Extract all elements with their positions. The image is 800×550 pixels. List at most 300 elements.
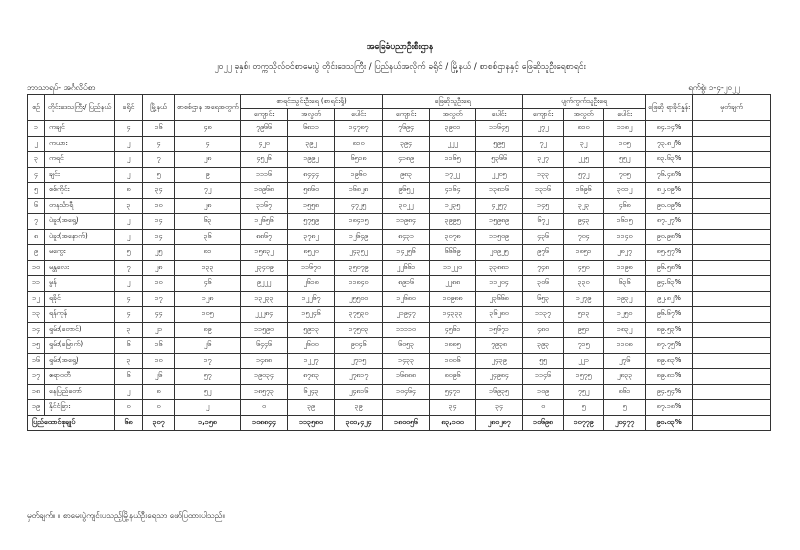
header-registered: စာရင်းသွင်းဦးရေ (စာရင်းရှိ) [241, 95, 383, 109]
cell-no: ၁၄ [28, 322, 45, 338]
cell-p: ၈၉.၅၃% [646, 322, 693, 338]
cell-r1: ၁၅၈၃၂ [241, 245, 288, 261]
cell-a2: ၂၂၂ [430, 136, 476, 152]
cell-c: ၅၇ [175, 369, 241, 385]
cell-r2: ၁၂၂၆၇ [288, 291, 335, 307]
cell-a2: ၅၄၇၁ [430, 384, 476, 400]
cell-b1: ၄၈၀ [523, 322, 564, 338]
header-no: စဉ် [28, 95, 45, 121]
cell-a2: ၁၇၂၂ [430, 167, 476, 183]
total-t: ၃၀၇ [143, 415, 175, 431]
header-total: ပေါင်း [335, 109, 383, 121]
cell-a1: ၁၄၂၅၆ [383, 245, 430, 261]
table-row [28, 307, 771, 323]
cell-no: ၁၁ [28, 276, 45, 292]
header-region: တိုင်းဒေသကြီး/ ပြည်နယ် [45, 95, 115, 121]
cell-r2: ၂၆၀၀ [288, 338, 335, 354]
cell-b3: ၇၀၅ [604, 167, 646, 183]
cell-region: စစ်ကိုင်း [45, 183, 115, 199]
cell-a3: ၁၆၉၃၅ [476, 384, 523, 400]
cell-p: ၈၂.၀၉% [646, 183, 693, 199]
table-row [28, 167, 771, 183]
cell-a2: ၃၉၀၁ [430, 121, 476, 137]
cell-t: ၁၄ [143, 229, 175, 245]
cell-b2: ၅၁၃ [564, 307, 604, 323]
cell-r1: ၁၁၁၆ [241, 167, 288, 183]
cell-r1: ၄၂၀ [241, 136, 288, 152]
cell-p: ၈၇.၇၅% [646, 338, 693, 354]
cell-r3: ၁၂၆၄၉ [335, 229, 383, 245]
cell-m [693, 121, 771, 137]
cell-c: ၁၃၃ [175, 260, 241, 276]
total-a1: ၁၈၀၀၅၆ [383, 415, 430, 431]
cell-a3: ၅၃၆၆ [476, 152, 523, 168]
total-b1: ၁၀၆၉၈ [523, 415, 564, 431]
cell-b3: ၁၁၈၂ [604, 121, 646, 137]
total-a3: ၂၈၀၂၈၇ [476, 415, 523, 431]
cell-b3: ၅၅၂ [604, 152, 646, 168]
cell-m [693, 322, 771, 338]
cell-no: ၁၂ [28, 291, 45, 307]
header-percent: ဖြေဆို ရာခိုင်နှုန်း [646, 95, 693, 121]
cell-d: ၂ [115, 136, 143, 152]
cell-r1: ၁၈၅၇၃ [241, 384, 288, 400]
cell-r3: ၃၅၀၇၉ [335, 260, 383, 276]
cell-a2: ၁၀၀၆ [430, 353, 476, 369]
cell-d: ၂ [115, 229, 143, 245]
cell-r3: ၂၄၃၅၂ [335, 245, 383, 261]
cell-a3: ၁၅၉၈၉ [476, 214, 523, 230]
cell-a1: ၁၂၆၈၀ [383, 291, 430, 307]
cell-r1: ၁၀၉၆၈ [241, 183, 288, 199]
cell-p: ၉၂.၈၂% [646, 291, 693, 307]
cell-b3: ၄၆၈ [604, 198, 646, 214]
cell-no: ၁၉ [28, 400, 45, 416]
cell-b1: ၆၅၃ [523, 291, 564, 307]
cell-b2: ၇၅၂ [564, 384, 604, 400]
cell-d: ၆ [115, 369, 143, 385]
cell-a1: ၁၄၃၃ [383, 353, 430, 369]
cell-c: ၁၂၈ [175, 291, 241, 307]
cell-b3: ၂၈၃၃ [604, 369, 646, 385]
cell-r3: ၁၁၈၄၀ [335, 276, 383, 292]
cell-a2: ၃၉၉၅ [430, 214, 476, 230]
cell-t: ၃၄ [143, 183, 175, 199]
cell-r2: ၁၅၂၄၆ [288, 307, 335, 323]
cell-a3: ၅၉၅ [476, 136, 523, 152]
table-row [28, 214, 771, 230]
cell-b1: ၀ [523, 400, 564, 416]
table-row [28, 136, 771, 152]
cell-a2: ၆၆၆၉ [430, 245, 476, 261]
cell-r1: ၁၃၂၃၃ [241, 291, 288, 307]
cell-a2: ၁၈၈၅ [430, 338, 476, 354]
cell-a1: ၈၄၃၁ [383, 229, 430, 245]
cell-a2: ၃၄ [430, 400, 476, 416]
cell-d: ၇ [115, 260, 143, 276]
cell-c: ၈၁ [175, 245, 241, 261]
cell-region: မွန် [45, 276, 115, 292]
page-title: အခြေခံပညာဦးစီးဌာန [366, 42, 434, 52]
cell-b1: ၇၂ [523, 136, 564, 152]
cell-p: ၈၉.၈၁% [646, 369, 693, 385]
cell-b3: ၁၆၁၅ [604, 214, 646, 230]
cell-t: ၀ [143, 400, 175, 416]
cell-m [693, 291, 771, 307]
cell-a1: ၉၆၅၂ [383, 183, 430, 199]
cell-b2: ၉၅၁ [564, 322, 604, 338]
cell-r3: ၈၁၀ [335, 136, 383, 152]
cell-b1: ၁၀၉ [523, 384, 564, 400]
cell-p: ၇၃.၈၂% [646, 136, 693, 152]
subject-label: ဘာသာရပ်- အင်္ဂလိပ်စာ [27, 83, 96, 92]
cell-b2: ၃၃၀ [564, 276, 604, 292]
cell-d: ၂ [115, 276, 143, 292]
cell-p: ၈၇.၂၇% [646, 214, 693, 230]
cell-a2: ၁၂၃၅ [430, 198, 476, 214]
cell-t: ၁၀ [143, 198, 175, 214]
cell-d: ၂ [115, 152, 143, 168]
cell-region: ပဲခူး(အရှေ့) [45, 214, 115, 230]
cell-t: ၁၇ [143, 291, 175, 307]
cell-b1: ၄၃၆ [523, 229, 564, 245]
table-row [28, 322, 771, 338]
header-remark: မှတ်ချက် [693, 95, 771, 121]
cell-b2: ၃၂ [564, 136, 604, 152]
header-district: ခရိုင် [115, 95, 143, 121]
cell-region: နေပြည်တော် [45, 384, 115, 400]
cell-r2: ၆၈၁၁ [288, 121, 335, 137]
cell-d: ၂ [115, 384, 143, 400]
total-r2: ၁၁၃၅၈၀ [288, 415, 335, 431]
cell-a3: ၃၄ [476, 400, 523, 416]
cell-b1: ၃၂၇ [523, 152, 564, 168]
cell-c: ၉ [175, 167, 241, 183]
total-a2: ၈၃,၁၀၀ [430, 415, 476, 431]
cell-no: ၃ [28, 152, 45, 168]
cell-c: ၄၈ [175, 121, 241, 137]
cell-a3: ၁၅၆၇၁ [476, 322, 523, 338]
cell-b1: ၂၇၂ [523, 121, 564, 137]
cell-b2: ၄၅၀ [564, 260, 604, 276]
cell-p: ၈၇.၁၈% [646, 400, 693, 416]
cell-a3: ၂၂၀၅ [476, 167, 523, 183]
cell-a1: ၈၉၁၆ [383, 276, 430, 292]
cell-b2: ၂၂၅ [564, 152, 604, 168]
cell-r1: ၁၄၈၈ [241, 353, 288, 369]
cell-c: ၂ [175, 400, 241, 416]
cell-b3: ၃၀၁၂ [604, 183, 646, 199]
cell-a3: ၂၃၆၆၈ [476, 291, 523, 307]
cell-r3: ၂၇၈၁၇ [335, 369, 383, 385]
cell-b2: ၃၂၃ [564, 198, 604, 214]
cell-d: ၃ [115, 322, 143, 338]
header-female: အလွတ် [288, 109, 335, 121]
date-label: ရက်စွဲ၊ ၁-၄-၂၀၂၂ [688, 83, 740, 92]
cell-d: ၅ [115, 245, 143, 261]
cell-c: ၈၉ [175, 322, 241, 338]
cell-d: ၃ [115, 353, 143, 369]
cell-p: ၉၆.၆၇% [646, 307, 693, 323]
cell-r3: ၂၅၅၀၀ [335, 291, 383, 307]
cell-r2: ၅၇၅၉ [288, 214, 335, 230]
cell-region: ကယား [45, 136, 115, 152]
cell-t: ၇ [143, 152, 175, 168]
cell-a1: ၃၀၂၂ [383, 198, 430, 214]
cell-b2: ၁၈၅၁ [564, 245, 604, 261]
cell-c: ၂၆ [175, 338, 241, 354]
cell-c: ၆၃ [175, 214, 241, 230]
cell-r1: ၁၂၆၅၆ [241, 214, 288, 230]
cell-a2: ၁၁၆၅ [430, 152, 476, 168]
cell-m [693, 198, 771, 214]
cell-d: ၂ [115, 214, 143, 230]
table-row [28, 400, 771, 416]
cell-b2: ၅၇၂ [564, 167, 604, 183]
cell-b3: ၈၆၁ [604, 384, 646, 400]
cell-a3: ၁၃၈၁၆ [476, 183, 523, 199]
cell-m [693, 338, 771, 354]
cell-p: ၇၆.၄၈% [646, 167, 693, 183]
cell-no: ၆ [28, 198, 45, 214]
cell-a1: ၄၁၈၉ [383, 152, 430, 168]
table-row [28, 291, 771, 307]
cell-b1: ၁၃၁၆ [523, 183, 564, 199]
cell-d: ၄ [115, 121, 143, 137]
cell-region: ဧရာဝတီ [45, 369, 115, 385]
cell-no: ၁၇ [28, 369, 45, 385]
cell-a2: ၁၀၉၈၈ [430, 291, 476, 307]
cell-b3: ၅ [604, 400, 646, 416]
cell-d: ၃ [115, 198, 143, 214]
cell-t: ၁၆ [143, 338, 175, 354]
table-row [28, 245, 771, 261]
cell-a3: ၂၀၉၂၅ [476, 245, 523, 261]
cell-a1: ၉၈၃ [383, 167, 430, 183]
cell-b2: ၅ [564, 400, 604, 416]
cell-b3: ၁၈၃၂ [604, 322, 646, 338]
cell-region: ချင်း [45, 167, 115, 183]
header-male: ကျောင်း [523, 109, 564, 121]
cell-m [693, 245, 771, 261]
cell-r1: ၆၄၄၆ [241, 338, 288, 354]
cell-p: ၈၄.၁၄% [646, 121, 693, 137]
cell-b2: ၂၂၁ [564, 353, 604, 369]
cell-r3: ၁၄၇၈၇ [335, 121, 383, 137]
cell-b2: ၈၁၀ [564, 121, 604, 137]
cell-p: ၉၀.၉၈% [646, 229, 693, 245]
table-row [28, 183, 771, 199]
cell-c: ၅၂ [175, 384, 241, 400]
cell-b1: ၃၉၃ [523, 338, 564, 354]
header-male: ကျောင်း [383, 109, 430, 121]
cell-r2: ၁၁၆၇၀ [288, 260, 335, 276]
cell-r1: ၄၅၂၆ [241, 152, 288, 168]
cell-t: ၁၀ [143, 276, 175, 292]
cell-b1: ၇၄၈ [523, 260, 564, 276]
cell-a2: ၁၄၃၃၃ [430, 307, 476, 323]
cell-r2: ၅၉၁၃ [288, 322, 335, 338]
total-p: ၉၀.၀၃% [646, 415, 693, 431]
cell-m [693, 167, 771, 183]
cell-no: ၄ [28, 167, 45, 183]
header-female: အလွတ် [564, 109, 604, 121]
cell-b3: ၁၁၄၀ [604, 229, 646, 245]
cell-r3: ၁၈၄၁၅ [335, 214, 383, 230]
statistics-table [27, 94, 771, 431]
cell-r2: ၈၇၈၃ [288, 369, 335, 385]
cell-t: ၂၁ [143, 322, 175, 338]
cell-m [693, 260, 771, 276]
cell-region: တနင်္သာရီ [45, 198, 115, 214]
table-row [28, 276, 771, 292]
cell-region: မကွေး [45, 245, 115, 261]
page-subtitle: ၂၀၂၂ ခုနှစ်၊ တက္ကသိုလ်ဝင်စာမေးပွဲ တိုင်းဒေသကြီး / ပြည်နယ်အလိုက် ခရိုင် / မြို့နယ် / စာစစ်ဌာနနှင့် ဖြေဆိုသူဦးရေစာရင်း [214, 62, 586, 72]
cell-c: ၁၇ [175, 353, 241, 369]
total-r3: ၃၀၁,၄၂၄ [335, 415, 383, 431]
total-m [693, 415, 771, 431]
cell-a3: ၁၁၅၀၉ [476, 229, 523, 245]
cell-d: ၈ [115, 183, 143, 199]
header-female: အလွတ် [430, 109, 476, 121]
table-row [28, 338, 771, 354]
total-b3: ၂၀၄၇၇ [604, 415, 646, 431]
cell-c: ၄၆ [175, 276, 241, 292]
cell-region: ရှမ်း(တောင်) [45, 322, 115, 338]
cell-t: ၄ [143, 136, 175, 152]
cell-m [693, 307, 771, 323]
cell-p: ၉၆.၅၈% [646, 260, 693, 276]
cell-no: ၇ [28, 214, 45, 230]
cell-region: နိုင်ငံခြား [45, 400, 115, 416]
cell-a3: ၁၁၂၀၄ [476, 276, 523, 292]
cell-r1: ၁၉၀၃၄ [241, 369, 288, 385]
cell-a1: ၇၆၉၄ [383, 121, 430, 137]
cell-r1: ၂၂၂၈၄ [241, 307, 288, 323]
cell-m [693, 369, 771, 385]
cell-r1: ၁၁၅၉၀ [241, 322, 288, 338]
cell-m [693, 136, 771, 152]
cell-b3: ၁၁၉၈ [604, 260, 646, 276]
cell-r2: ၆၂၄၃ [288, 384, 335, 400]
cell-a1: ၆၀၅၃ [383, 338, 430, 354]
table-row [28, 353, 771, 369]
cell-t: ၂၈ [143, 260, 175, 276]
cell-a1: ၂၂၆၆၁ [383, 260, 430, 276]
cell-r2: ၃၇၈၂ [288, 229, 335, 245]
cell-region: မန္တလေး [45, 260, 115, 276]
cell-b1: ၁၁၄၆ [523, 369, 564, 385]
cell-b1: ၃၀၆ [523, 276, 564, 292]
cell-a2: ၃၀၇၈ [430, 229, 476, 245]
cell-t: ၂၆ [143, 369, 175, 385]
cell-b2: ၇၀၄ [564, 229, 604, 245]
cell-a2: ၈၀၉၆ [430, 369, 476, 385]
cell-c: ၂၈ [175, 198, 241, 214]
header-centers: စာစစ်ဌာန အရေအတွက် [175, 95, 241, 121]
cell-b2: ၉၄၃ [564, 214, 604, 230]
cell-a3: ၂၄၃၉ [476, 353, 523, 369]
total-label: ပြည်ထောင်စုချုပ် [28, 415, 115, 431]
cell-r1: ၃၁၆၇ [241, 198, 288, 214]
cell-a1: ၁၁၉၈၄ [383, 214, 430, 230]
cell-no: ၁၀ [28, 260, 45, 276]
cell-a2: ၂၂၈၈ [430, 276, 476, 292]
cell-m [693, 152, 771, 168]
cell-a3: ၃၃၈၈၁ [476, 260, 523, 276]
cell-r3: ၁၇၅၀၃ [335, 322, 383, 338]
table-row [28, 369, 771, 385]
cell-no: ၅ [28, 183, 45, 199]
header-absent: ပျက်ကွက်သူဦးရေ [523, 95, 646, 109]
cell-d: ၀ [115, 400, 143, 416]
cell-p: ၈၃.၆၃% [646, 152, 693, 168]
cell-p: ၈၉.၈၃% [646, 353, 693, 369]
cell-c: ၇၂ [175, 183, 241, 199]
cell-d: ၂ [115, 167, 143, 183]
cell-b1: ၅၅ [523, 353, 564, 369]
cell-d: ၄ [115, 291, 143, 307]
table-row [28, 384, 771, 400]
cell-a3: ၁၁၆၄၅ [476, 121, 523, 137]
cell-m [693, 183, 771, 199]
cell-r2: ၈၅၂၀ [288, 245, 335, 261]
header-total: ပေါင်း [476, 109, 523, 121]
cell-t: ၈ [143, 384, 175, 400]
cell-r1: ၈၈၆၇ [241, 229, 288, 245]
cell-r1: ၀ [241, 400, 288, 416]
cell-region: ရှမ်း(မြောက်) [45, 338, 115, 354]
header-male: ကျောင်း [241, 109, 288, 121]
cell-r1: ၇၉၆၆ [241, 121, 288, 137]
cell-m [693, 276, 771, 292]
cell-b1: ၁၁၃၇ [523, 307, 564, 323]
header-attended: ဖြေဆိုသူဦးရေ [383, 95, 523, 109]
cell-p: ၉၀.၀၉% [646, 198, 693, 214]
cell-c: ၃၆ [175, 229, 241, 245]
cell-t: ၂၅ [143, 245, 175, 261]
cell-a2: ၄၅၆၁ [430, 322, 476, 338]
cell-r1: ၉၂၂၂ [241, 276, 288, 292]
header-total: ပေါင်း [604, 109, 646, 121]
cell-r1: ၂၃၄၀၉ [241, 260, 288, 276]
cell-r2: ၁၅၅၈ [288, 198, 335, 214]
cell-r3: ၄၇၂၅ [335, 198, 383, 214]
cell-r3: ၂၄၈၁၆ [335, 384, 383, 400]
cell-t: ၅ [143, 167, 175, 183]
cell-a1: ၁၀၄၆၄ [383, 384, 430, 400]
table-row [28, 260, 771, 276]
cell-r3: ၉၀၄၆ [335, 338, 383, 354]
cell-p: ၈၅.၅၇% [646, 245, 693, 261]
cell-region: ပဲခူး(အနောက်) [45, 229, 115, 245]
cell-p: ၉၄.၅၄% [646, 384, 693, 400]
cell-b3: ၁၂၅၀ [604, 307, 646, 323]
cell-a1: ၁၆၈၈၈ [383, 369, 430, 385]
cell-a1: ၂၁၉၄၇ [383, 307, 430, 323]
cell-r3: ၆၅၁၈ [335, 152, 383, 168]
cell-m [693, 384, 771, 400]
cell-a3: ၃၆၂၈၀ [476, 307, 523, 323]
cell-b1: ၁၃၃ [523, 167, 564, 183]
total-d: ၆၈ [115, 415, 143, 431]
table-row [28, 152, 771, 168]
cell-a1: ၁၁၁၁၀ [383, 322, 430, 338]
cell-no: ၁၆ [28, 353, 45, 369]
cell-m [693, 229, 771, 245]
cell-region: ရန်ကုန် [45, 307, 115, 323]
cell-m [693, 353, 771, 369]
